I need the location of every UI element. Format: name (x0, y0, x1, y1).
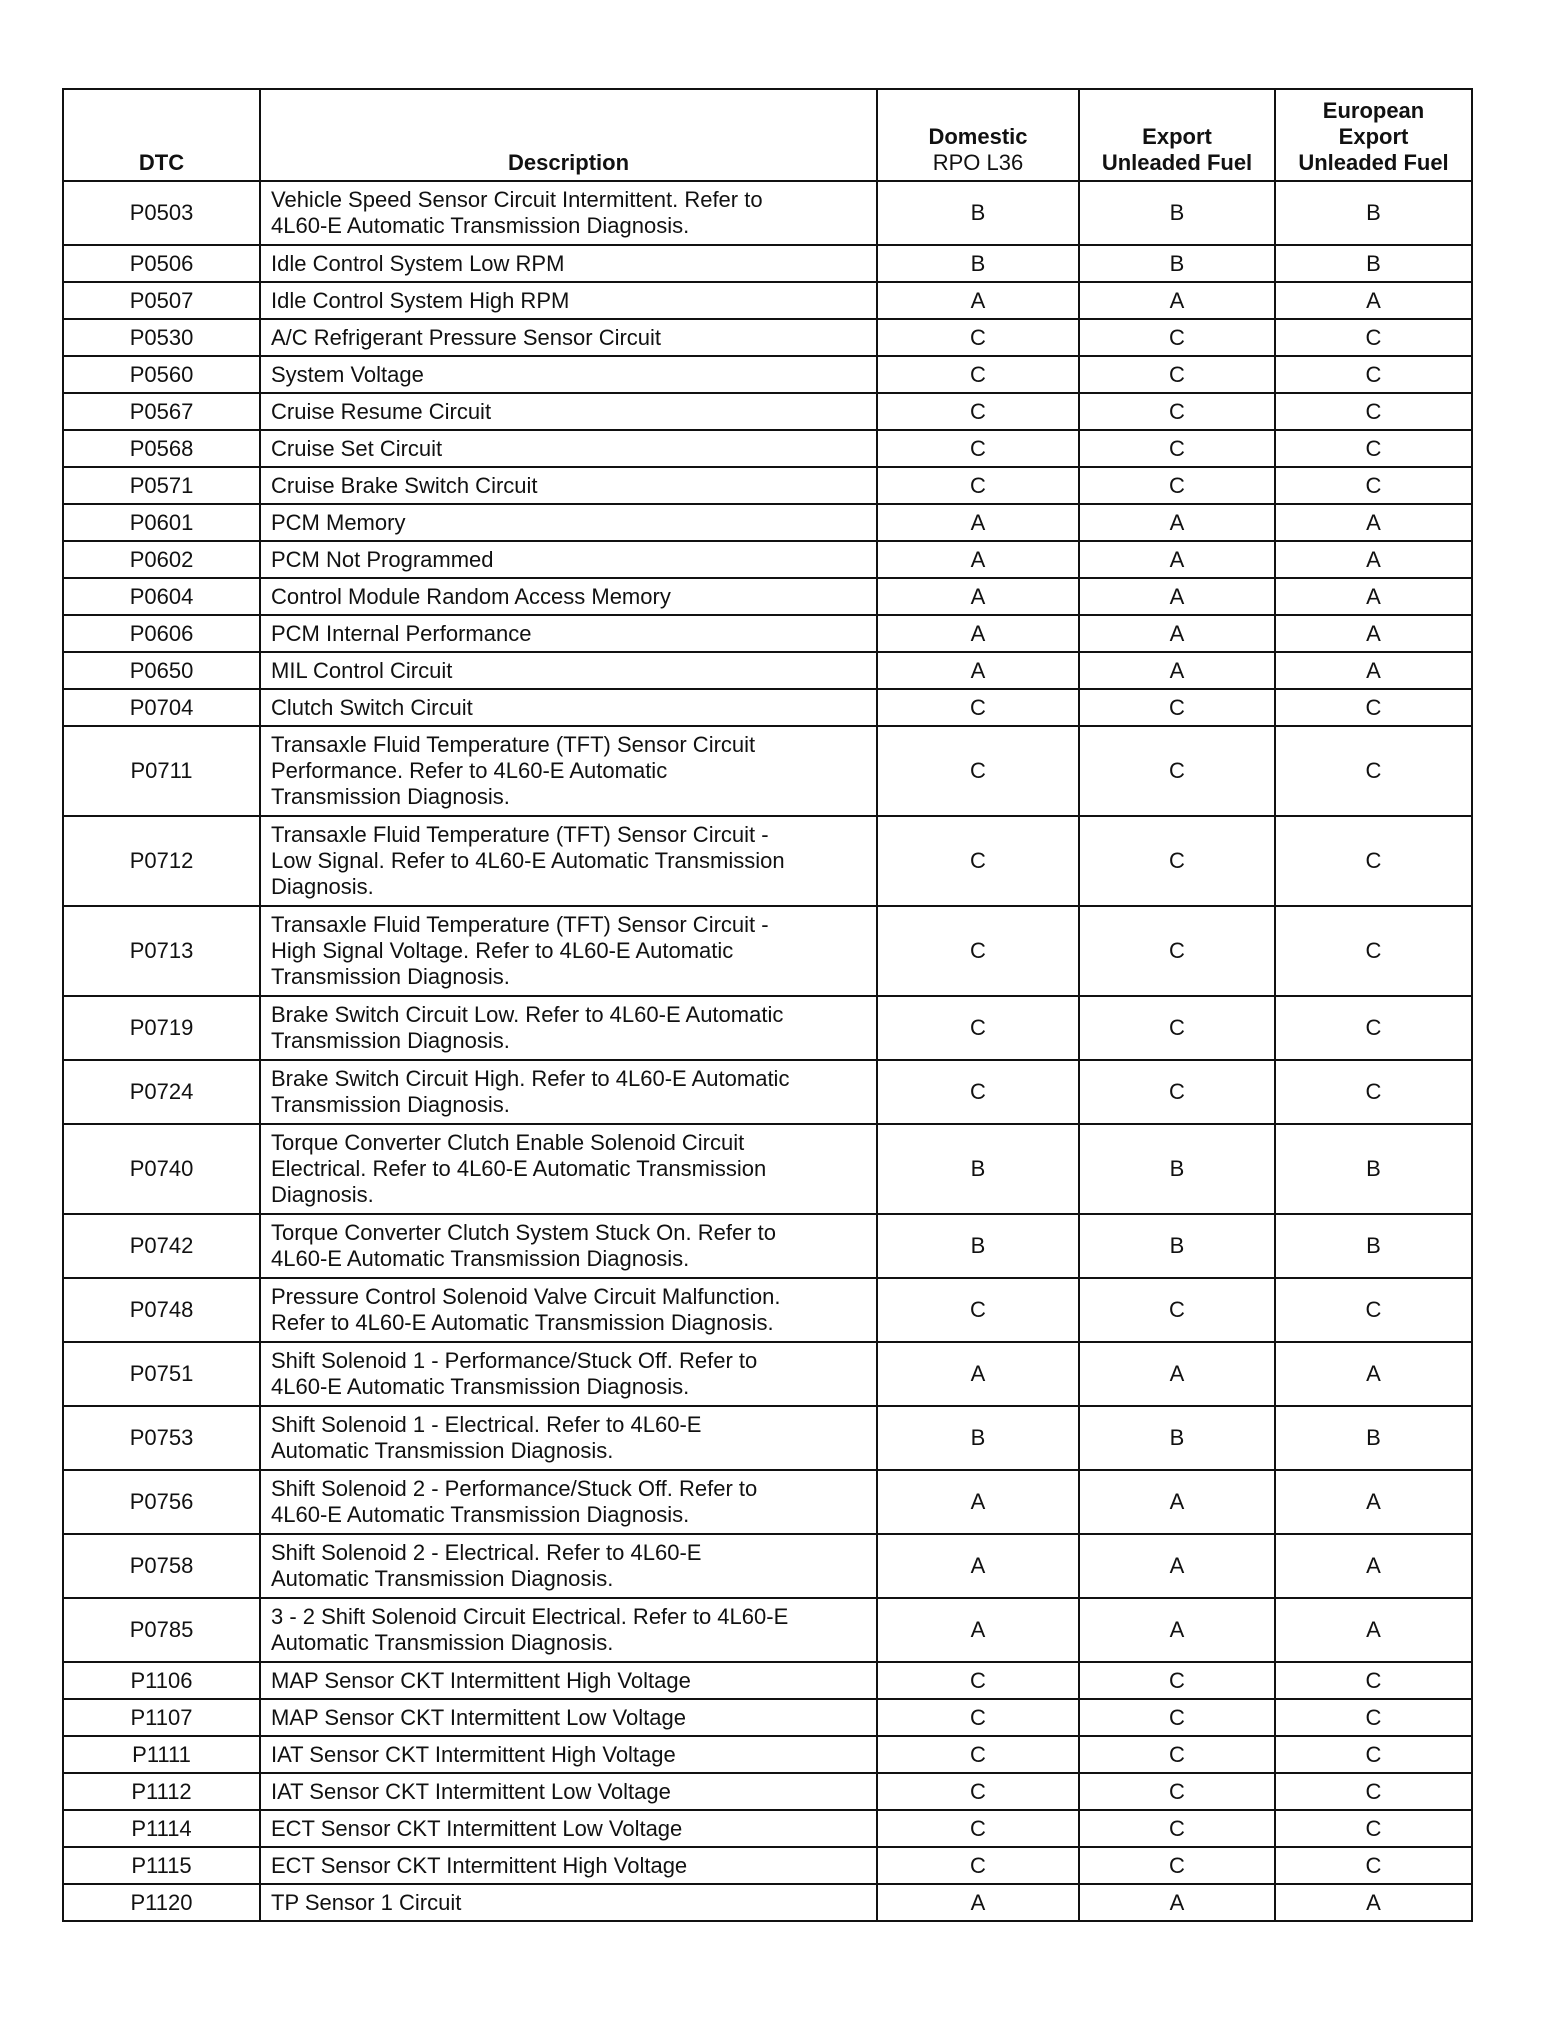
table-row (63, 282, 1472, 319)
dtc-cell: P0713 (63, 906, 260, 996)
table-row (63, 319, 1472, 356)
table-row (63, 1342, 1472, 1406)
dtc-cell: P0530 (63, 319, 260, 356)
export-cell: C (1079, 1847, 1275, 1884)
domestic-cell: C (877, 430, 1079, 467)
description-cell: PCM Memory (260, 504, 877, 541)
description-cell: Cruise Resume Circuit (260, 393, 877, 430)
export-cell: A (1079, 1598, 1275, 1662)
dtc-table (62, 88, 1473, 1922)
table-row (63, 1736, 1472, 1773)
european-cell: C (1275, 1810, 1472, 1847)
dtc-cell: P0568 (63, 430, 260, 467)
dtc-cell: P0601 (63, 504, 260, 541)
dtc-cell: P0606 (63, 615, 260, 652)
domestic-cell: C (877, 1773, 1079, 1810)
description-cell: MAP Sensor CKT Intermittent Low Voltage (260, 1699, 877, 1736)
export-cell: C (1079, 996, 1275, 1060)
export-cell: C (1079, 430, 1275, 467)
header-domestic-line1: Domestic (928, 124, 1028, 149)
domestic-cell: C (877, 393, 1079, 430)
european-cell: B (1275, 1124, 1472, 1214)
dtc-cell: P0742 (63, 1214, 260, 1278)
dtc-cell: P0507 (63, 282, 260, 319)
table-row (63, 430, 1472, 467)
dtc-cell: P0704 (63, 689, 260, 726)
table-row (63, 1470, 1472, 1534)
dtc-cell: P0506 (63, 245, 260, 282)
description-cell: Shift Solenoid 2 - Electrical. Refer to 4L60-E Automatic Transmission Diagnosis. (260, 1534, 877, 1598)
export-cell: B (1079, 245, 1275, 282)
table-row (63, 689, 1472, 726)
domestic-cell: C (877, 1810, 1079, 1847)
domestic-cell: A (877, 1598, 1079, 1662)
dtc-cell: P1112 (63, 1773, 260, 1810)
european-cell: C (1275, 393, 1472, 430)
domestic-cell: C (877, 1736, 1079, 1773)
export-cell: B (1079, 1406, 1275, 1470)
description-cell: Transaxle Fluid Temperature (TFT) Sensor Circuit Performance. Refer to 4L60-E Automatic Transmission Diagnosis. (260, 726, 877, 816)
table-row (63, 1773, 1472, 1810)
export-cell: A (1079, 652, 1275, 689)
description-cell: Control Module Random Access Memory (260, 578, 877, 615)
description-cell: PCM Not Programmed (260, 541, 877, 578)
description-cell: Cruise Brake Switch Circuit (260, 467, 877, 504)
domestic-cell: C (877, 689, 1079, 726)
table-row (63, 1598, 1472, 1662)
export-cell: C (1079, 1060, 1275, 1124)
table-row (63, 504, 1472, 541)
export-cell: A (1079, 282, 1275, 319)
domestic-cell: A (877, 1884, 1079, 1921)
export-cell: B (1079, 1124, 1275, 1214)
european-cell: A (1275, 1598, 1472, 1662)
export-cell: C (1079, 1773, 1275, 1810)
european-cell: C (1275, 1278, 1472, 1342)
dtc-cell: P0785 (63, 1598, 260, 1662)
description-cell: IAT Sensor CKT Intermittent Low Voltage (260, 1773, 877, 1810)
domestic-cell: C (877, 1699, 1079, 1736)
domestic-cell: C (877, 356, 1079, 393)
domestic-cell: A (877, 504, 1079, 541)
header-european-line2: Export (1338, 124, 1409, 149)
export-cell: C (1079, 467, 1275, 504)
table-row (63, 393, 1472, 430)
dtc-cell: P0567 (63, 393, 260, 430)
export-cell: C (1079, 816, 1275, 906)
export-cell: A (1079, 1534, 1275, 1598)
european-cell: C (1275, 1060, 1472, 1124)
export-cell: C (1079, 906, 1275, 996)
european-cell: A (1275, 615, 1472, 652)
table-row (63, 652, 1472, 689)
export-cell: C (1079, 319, 1275, 356)
domestic-cell: A (877, 652, 1079, 689)
dtc-cell: P0719 (63, 996, 260, 1060)
dtc-cell: P0740 (63, 1124, 260, 1214)
table-header-row (63, 89, 1472, 181)
dtc-cell: P0748 (63, 1278, 260, 1342)
description-cell: Torque Converter Clutch Enable Solenoid Circuit Electrical. Refer to 4L60-E Automatic Transmission Diagnosis. (260, 1124, 877, 1214)
table-row (63, 996, 1472, 1060)
table-row (63, 1884, 1472, 1921)
header-european-line3: Unleaded Fuel (1298, 150, 1449, 175)
table-row (63, 1124, 1472, 1214)
domestic-cell: A (877, 615, 1079, 652)
dtc-cell: P0711 (63, 726, 260, 816)
dtc-cell: P0650 (63, 652, 260, 689)
export-cell: A (1079, 1470, 1275, 1534)
description-cell: MIL Control Circuit (260, 652, 877, 689)
dtc-cell: P1115 (63, 1847, 260, 1884)
domestic-cell: C (877, 467, 1079, 504)
dtc-cell: P1106 (63, 1662, 260, 1699)
export-cell: C (1079, 1699, 1275, 1736)
table-row (63, 615, 1472, 652)
domestic-cell: C (877, 1847, 1079, 1884)
dtc-cell: P1114 (63, 1810, 260, 1847)
dtc-cell: P0604 (63, 578, 260, 615)
description-cell: Cruise Set Circuit (260, 430, 877, 467)
domestic-cell: A (877, 1534, 1079, 1598)
domestic-cell: A (877, 282, 1079, 319)
description-cell: PCM Internal Performance (260, 615, 877, 652)
dtc-cell: P0753 (63, 1406, 260, 1470)
european-cell: A (1275, 504, 1472, 541)
description-cell: Torque Converter Clutch System Stuck On. Refer to 4L60-E Automatic Transmission Diagnosis. (260, 1214, 877, 1278)
description-cell: ECT Sensor CKT Intermittent High Voltage (260, 1847, 877, 1884)
table-row (63, 1278, 1472, 1342)
domestic-cell: B (877, 245, 1079, 282)
table-row (63, 541, 1472, 578)
dtc-cell: P0560 (63, 356, 260, 393)
european-cell: C (1275, 1736, 1472, 1773)
european-cell: C (1275, 356, 1472, 393)
european-cell: B (1275, 1406, 1472, 1470)
european-cell: A (1275, 282, 1472, 319)
export-cell: A (1079, 578, 1275, 615)
european-cell: C (1275, 1699, 1472, 1736)
dtc-cell: P0758 (63, 1534, 260, 1598)
header-domestic-line2: RPO L36 (932, 150, 1024, 175)
table-row (63, 816, 1472, 906)
european-cell: C (1275, 319, 1472, 356)
table-row (63, 356, 1472, 393)
dtc-cell: P1120 (63, 1884, 260, 1921)
table-row (63, 1699, 1472, 1736)
domestic-cell: A (877, 1470, 1079, 1534)
header-domestic (877, 89, 1079, 181)
description-cell: Shift Solenoid 1 - Performance/Stuck Off. Refer to 4L60-E Automatic Transmission Diagnosis. (260, 1342, 877, 1406)
description-cell: System Voltage (260, 356, 877, 393)
description-cell: IAT Sensor CKT Intermittent High Voltage (260, 1736, 877, 1773)
european-cell: C (1275, 1773, 1472, 1810)
european-cell: A (1275, 541, 1472, 578)
table-row (63, 1060, 1472, 1124)
description-cell: Pressure Control Solenoid Valve Circuit Malfunction. Refer to 4L60-E Automatic Transmission Diagnosis. (260, 1278, 877, 1342)
table-row (63, 1214, 1472, 1278)
table-row (63, 1847, 1472, 1884)
table-row (63, 1810, 1472, 1847)
dtc-cell: P0756 (63, 1470, 260, 1534)
description-cell: 3 - 2 Shift Solenoid Circuit Electrical. Refer to 4L60-E Automatic Transmission Diagnosis. (260, 1598, 877, 1662)
european-cell: A (1275, 578, 1472, 615)
header-export-line2: Unleaded Fuel (1101, 150, 1253, 175)
export-cell: C (1079, 1662, 1275, 1699)
table-body (63, 181, 1472, 1921)
domestic-cell: B (877, 181, 1079, 245)
export-cell: A (1079, 504, 1275, 541)
european-cell: C (1275, 906, 1472, 996)
table-row (63, 1662, 1472, 1699)
table-row (63, 1406, 1472, 1470)
export-cell: C (1079, 1278, 1275, 1342)
domestic-cell: C (877, 906, 1079, 996)
domestic-cell: C (877, 1662, 1079, 1699)
european-cell: A (1275, 1534, 1472, 1598)
description-cell: Brake Switch Circuit High. Refer to 4L60-E Automatic Transmission Diagnosis. (260, 1060, 877, 1124)
european-cell: C (1275, 1662, 1472, 1699)
dtc-cell: P0571 (63, 467, 260, 504)
description-cell: Clutch Switch Circuit (260, 689, 877, 726)
european-cell: A (1275, 1342, 1472, 1406)
domestic-cell: C (877, 1060, 1079, 1124)
european-cell: C (1275, 1847, 1472, 1884)
header-export (1079, 89, 1275, 181)
export-cell: C (1079, 356, 1275, 393)
european-cell: C (1275, 689, 1472, 726)
export-cell: C (1079, 1736, 1275, 1773)
export-cell: B (1079, 1214, 1275, 1278)
header-dtc: DTC (63, 89, 260, 181)
dtc-cell: P1107 (63, 1699, 260, 1736)
european-cell: B (1275, 1214, 1472, 1278)
dtc-cell: P0503 (63, 181, 260, 245)
domestic-cell: B (877, 1124, 1079, 1214)
european-cell: A (1275, 1470, 1472, 1534)
european-cell: C (1275, 726, 1472, 816)
domestic-cell: C (877, 1278, 1079, 1342)
description-cell: ECT Sensor CKT Intermittent Low Voltage (260, 1810, 877, 1847)
description-cell: Transaxle Fluid Temperature (TFT) Sensor Circuit - Low Signal. Refer to 4L60-E Automatic Transmission Diagnosis. (260, 816, 877, 906)
domestic-cell: C (877, 996, 1079, 1060)
export-cell: C (1079, 726, 1275, 816)
description-cell: Shift Solenoid 1 - Electrical. Refer to 4L60-E Automatic Transmission Diagnosis. (260, 1406, 877, 1470)
domestic-cell: C (877, 319, 1079, 356)
table-row (63, 906, 1472, 996)
domestic-cell: A (877, 541, 1079, 578)
export-cell: C (1079, 1810, 1275, 1847)
description-cell: A/C Refrigerant Pressure Sensor Circuit (260, 319, 877, 356)
table-row (63, 245, 1472, 282)
domestic-cell: A (877, 1342, 1079, 1406)
domestic-cell: C (877, 816, 1079, 906)
export-cell: A (1079, 1884, 1275, 1921)
description-cell: Transaxle Fluid Temperature (TFT) Sensor Circuit - High Signal Voltage. Refer to 4L60-E Automatic Transmission Diagnosis. (260, 906, 877, 996)
domestic-cell: A (877, 578, 1079, 615)
table-row (63, 578, 1472, 615)
dtc-cell: P1111 (63, 1736, 260, 1773)
description-cell: Vehicle Speed Sensor Circuit Intermittent. Refer to 4L60-E Automatic Transmission Diagnosis. (260, 181, 877, 245)
export-cell: A (1079, 615, 1275, 652)
header-export-line1: Export (1142, 124, 1212, 149)
description-cell: Brake Switch Circuit Low. Refer to 4L60-E Automatic Transmission Diagnosis. (260, 996, 877, 1060)
export-cell: A (1079, 1342, 1275, 1406)
dtc-cell: P0724 (63, 1060, 260, 1124)
header-european (1275, 89, 1472, 181)
export-cell: C (1079, 689, 1275, 726)
description-cell: TP Sensor 1 Circuit (260, 1884, 877, 1921)
european-cell: B (1275, 245, 1472, 282)
table-row (63, 181, 1472, 245)
dtc-cell: P0751 (63, 1342, 260, 1406)
export-cell: B (1079, 181, 1275, 245)
european-cell: C (1275, 467, 1472, 504)
table-row (63, 467, 1472, 504)
export-cell: A (1079, 541, 1275, 578)
dtc-cell: P0602 (63, 541, 260, 578)
description-cell: Idle Control System Low RPM (260, 245, 877, 282)
european-cell: B (1275, 181, 1472, 245)
description-cell: Idle Control System High RPM (260, 282, 877, 319)
domestic-cell: C (877, 726, 1079, 816)
export-cell: C (1079, 393, 1275, 430)
domestic-cell: B (877, 1406, 1079, 1470)
header-description: Description (260, 89, 877, 181)
description-cell: Shift Solenoid 2 - Performance/Stuck Off. Refer to 4L60-E Automatic Transmission Diagnosis. (260, 1470, 877, 1534)
european-cell: C (1275, 816, 1472, 906)
dtc-cell: P0712 (63, 816, 260, 906)
header-european-line1: European (1322, 98, 1425, 123)
european-cell: C (1275, 430, 1472, 467)
table-row (63, 1534, 1472, 1598)
european-cell: A (1275, 1884, 1472, 1921)
table-row (63, 726, 1472, 816)
description-cell: MAP Sensor CKT Intermittent High Voltage (260, 1662, 877, 1699)
european-cell: C (1275, 996, 1472, 1060)
domestic-cell: B (877, 1214, 1079, 1278)
european-cell: A (1275, 652, 1472, 689)
